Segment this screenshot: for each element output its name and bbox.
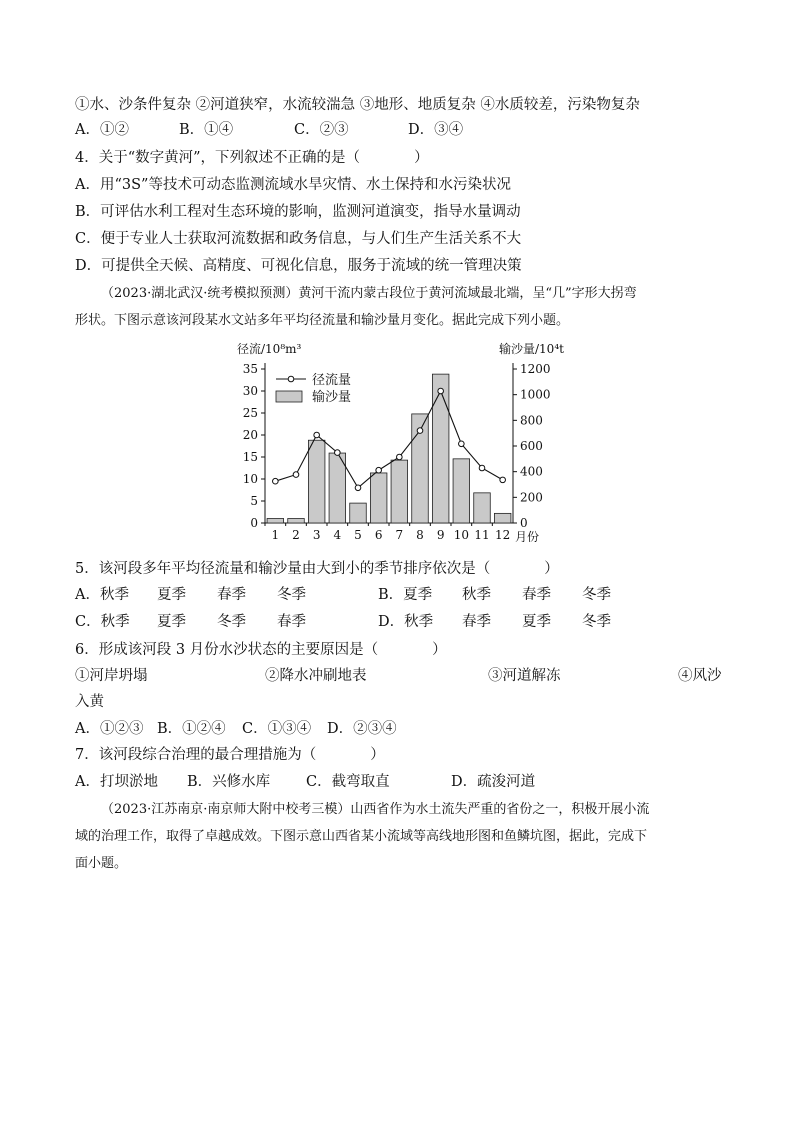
runoff-point: [273, 478, 279, 484]
y-left-axis-title: 径流/10⁸m³: [237, 342, 302, 356]
runoff-point: [355, 485, 361, 491]
x-tick-label: 2: [292, 528, 300, 542]
q3-option-d: D．③④: [408, 122, 464, 138]
sediment-bar: [308, 440, 325, 523]
y-left-tick-label: 15: [242, 450, 258, 464]
y-right-tick-label: 400: [520, 464, 543, 479]
runoff-point: [479, 465, 485, 471]
q7-stem-close: ）: [370, 747, 385, 763]
y-left-tick-label: 10: [242, 472, 258, 486]
q4-stem-text: 4．关于“数字黄河”，下列叙述不正确的是（: [75, 150, 361, 166]
q4-stem-close: ）: [414, 150, 429, 166]
runoff-point: [500, 477, 506, 483]
x-tick-label: 4: [333, 528, 342, 542]
q6-option-a: A．①②③: [75, 721, 144, 737]
runoff-point: [314, 432, 320, 438]
q7-option-a: A．打坝淤地: [75, 774, 158, 790]
sediment-bar: [329, 453, 346, 523]
q6-stem-text: 6．形成该河段 3 月份水沙状态的主要原因是（: [75, 642, 379, 658]
y-right-tick-label: 1000: [520, 387, 551, 402]
x-tick-label: 7: [395, 528, 404, 542]
q4-option-d: D．可提供全天候、高精度、可视化信息，服务于流域的统一管理决策: [75, 258, 522, 274]
q5-d-3: 夏季: [522, 614, 551, 630]
q5-a-4: 冬季: [277, 587, 306, 603]
y-right-tick-label: 1200: [520, 362, 551, 376]
y-right-tick-label: 600: [520, 439, 543, 453]
intro1-line1: （2023·湖北武汉·统考模拟预测）黄河干流内蒙古段位于黄河流域最北端，呈“几”字形大拐弯: [101, 286, 637, 301]
x-tick-label: 6: [374, 528, 383, 542]
q6-stem: [75, 640, 447, 660]
q5-b-2: 秋季: [462, 587, 491, 603]
sediment-bar: [432, 374, 449, 523]
runoff-point: [438, 388, 444, 394]
intro1-line2: 形状。下图示意该河段某水文站多年平均径流量和输沙量月变化。据此完成下列小题。: [75, 313, 570, 328]
x-tick-label: 3: [312, 528, 321, 542]
runoff-point: [417, 428, 423, 434]
y-left-tick-label: 5: [250, 494, 258, 508]
q5-d-4: 冬季: [582, 614, 611, 630]
q7-option-d: D．疏浚河道: [451, 774, 536, 790]
legend-sediment-label: 输沙量: [312, 390, 352, 405]
intro2-line3: 面小题。: [75, 856, 128, 871]
runoff-sediment-chart: [225, 336, 565, 551]
q5-c-1: C．秋季: [75, 614, 130, 630]
q7-stem: [75, 745, 385, 765]
q6-option-b: B．①②④: [157, 721, 226, 737]
y-left-tick-label: 30: [242, 384, 258, 398]
intro2-line1: （2023·江苏南京·南京师大附中校考三模）山西省作为水土流失严重的省份之一，积极开展小流: [101, 802, 650, 817]
q5-b-3: 春季: [522, 587, 551, 603]
q4-option-a: A．用“3S”等技术可动态监测流域水旱灾情、水土保持和水污染状况: [75, 177, 511, 193]
runoff-point: [335, 450, 341, 456]
x-axis-title: 月份: [515, 530, 540, 544]
y-right-tick-label: 800: [520, 413, 543, 428]
q5-stem-text: 5．该河段多年平均径流量和输沙量由大到小的季节排序依次是（: [75, 561, 491, 577]
q5-b-4: 冬季: [582, 587, 611, 603]
sediment-bar: [370, 473, 387, 523]
legend-runoff-label: 径流量: [312, 373, 352, 388]
runoff-point: [293, 472, 299, 478]
q5-c-4: 春季: [277, 614, 306, 630]
q3-option-a: A．①②: [75, 122, 129, 138]
runoff-point: [397, 454, 403, 460]
sediment-bar: [267, 519, 284, 523]
runoff-point: [376, 467, 382, 473]
q5-d-1: D．秋季: [378, 614, 434, 630]
q6-statement-2: ②降水冲刷地表: [265, 668, 367, 684]
q5-a-3: 春季: [217, 587, 246, 603]
sediment-bar: [391, 460, 408, 523]
q5-a-1: A．秋季: [75, 587, 129, 603]
x-tick-label: 9: [436, 528, 445, 542]
x-tick-label: 10: [453, 528, 469, 542]
q6-statement-3: ③河道解冻: [488, 668, 561, 684]
q6-stem-close: ）: [432, 642, 447, 658]
q7-option-b: B．兴修水库: [187, 774, 271, 790]
x-tick-label: 5: [354, 528, 362, 542]
q4-option-b: B．可评估水利工程对生态环境的影响，监测河道演变，指导水量调动: [75, 204, 521, 220]
y-right-axis-title: 输沙量/10⁴t: [499, 342, 564, 356]
sediment-bar: [453, 459, 470, 523]
q3-statements: ①水、沙条件复杂 ②河道狭窄，水流较湍急 ③地形、地质复杂 ④水质较差，污染物复杂: [75, 97, 640, 113]
intro2-line2: 域的治理工作，取得了卓越成效。下图示意山西省某小流域等高线地形图和鱼鳞坑图，据此，完成下: [75, 829, 648, 844]
y-left-tick-label: 0: [250, 516, 258, 530]
y-right-tick-label: 200: [520, 490, 543, 505]
q6-statement-4: ④风沙: [678, 668, 722, 684]
sediment-bar: [350, 503, 367, 523]
q3-option-b: B．①④: [179, 122, 234, 138]
sediment-bar: [474, 493, 491, 523]
sediment-bar: [288, 519, 305, 523]
q4-option-c: C．便于专业人士获取河流数据和政务信息，与人们生产生活关系不大: [75, 231, 522, 247]
q7-option-c: C．截弯取直: [306, 774, 390, 790]
q5-c-2: 夏季: [157, 614, 186, 630]
q5-b-1: B．夏季: [378, 587, 433, 603]
q6-option-c: C．①③④: [242, 721, 312, 737]
q3-option-c: C．②③: [294, 122, 349, 138]
q6-statement-4-cont: 入黄: [75, 694, 104, 710]
q5-a-2: 夏季: [157, 587, 186, 603]
x-tick-label: 11: [474, 528, 490, 542]
q6-option-d: D．②③④: [327, 721, 397, 737]
legend-runoff-marker: [288, 376, 294, 382]
x-tick-label: 12: [495, 528, 511, 542]
y-right-tick-label: 0: [520, 516, 528, 530]
legend-sediment-swatch: [276, 391, 302, 402]
sediment-bar: [494, 513, 511, 523]
x-tick-label: 8: [416, 528, 424, 542]
y-left-tick-label: 25: [242, 406, 258, 420]
q5-stem: [75, 559, 559, 579]
q4-stem: [75, 148, 429, 168]
q5-stem-close: ）: [544, 561, 559, 577]
q7-stem-text: 7．该河段综合治理的最合理措施为（: [75, 747, 317, 763]
y-left-tick-label: 35: [242, 362, 258, 376]
runoff-point: [459, 441, 465, 447]
q5-c-3: 冬季: [217, 614, 246, 630]
q6-statement-1: ①河岸坍塌: [75, 668, 148, 684]
y-left-tick-label: 20: [242, 428, 258, 442]
q5-d-2: 春季: [462, 614, 491, 630]
x-tick-label: 1: [271, 528, 280, 542]
